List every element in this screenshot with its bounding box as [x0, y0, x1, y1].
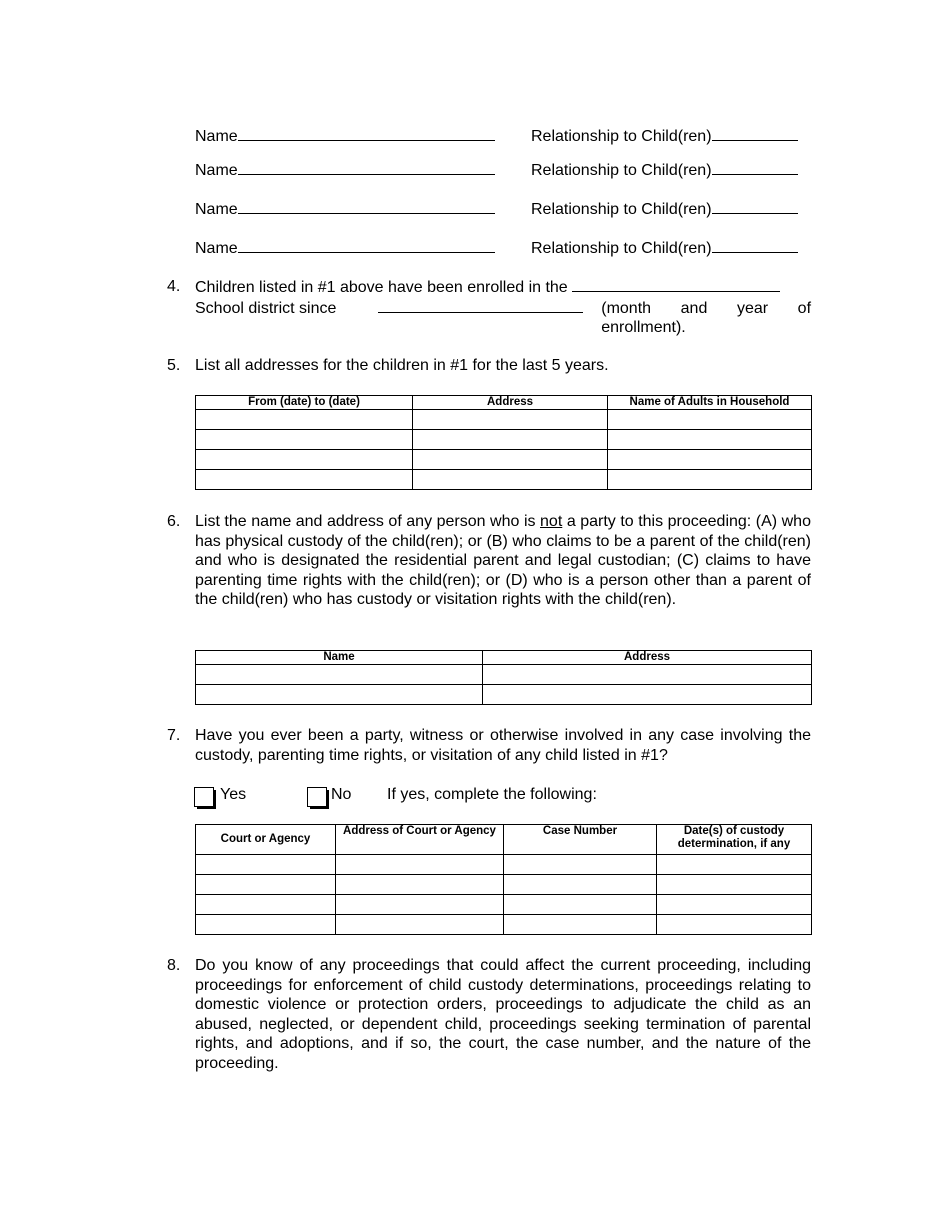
table-cell[interactable]: [336, 915, 504, 935]
table-cell[interactable]: [504, 895, 657, 915]
relationship-field[interactable]: [712, 160, 798, 175]
table-cell[interactable]: [196, 915, 336, 935]
relationship-field[interactable]: [712, 238, 798, 253]
question-number: 7.: [167, 727, 181, 744]
no-label: No: [331, 786, 352, 803]
yes-no-row: [192, 785, 812, 809]
question-text: List all addresses for the children in #1 for the last 5 years.: [195, 357, 609, 374]
no-checkbox[interactable]: [307, 787, 327, 807]
table-cell[interactable]: [504, 855, 657, 875]
table-cell[interactable]: [657, 915, 812, 935]
table-row: [196, 685, 812, 705]
question-text: Do you know of any proceedings that could affect the current proceeding, including proceedings for enforcement of child custody determinations, proceedings relating to domestic violence or protection orders, proceedings to adjudicate the child as an abused, neglected, or dependent child, proceedings seeking termination of parental rights, and adoptions, and if so, the court, the case number, and the nature of the proceeding.: [195, 957, 811, 1072]
table-cell[interactable]: [483, 685, 812, 705]
column-header: Date(s) of custody determination, if any: [657, 825, 812, 855]
name-field[interactable]: [238, 160, 495, 175]
table-cell[interactable]: [413, 430, 608, 450]
table-cell[interactable]: [657, 855, 812, 875]
table-cell[interactable]: [196, 875, 336, 895]
relationship-label: Relationship to Child(ren): [531, 128, 712, 145]
column-header: Name of Adults in Household: [608, 396, 812, 410]
table-cell[interactable]: [196, 855, 336, 875]
column-header: Court or Agency: [196, 825, 336, 855]
table-row: [196, 470, 812, 490]
relationship-label: Relationship to Child(ren): [531, 162, 712, 179]
table-cell[interactable]: [413, 410, 608, 430]
table-row: [196, 665, 812, 685]
name-field[interactable]: [238, 238, 495, 253]
question-text: Have you ever been a party, witness or otherwise involved in any case involving the custody, parenting time rights, or visitation of any child listed in #1?: [195, 727, 811, 764]
question-5: [167, 356, 811, 376]
column-header: Address of Court or Agency: [336, 825, 504, 855]
table-cell[interactable]: [336, 855, 504, 875]
question-8: [167, 956, 811, 1076]
table-row: [196, 430, 812, 450]
table-cell[interactable]: [413, 470, 608, 490]
question-6: [167, 512, 811, 632]
table-cell[interactable]: [196, 450, 413, 470]
column-header: From (date) to (date): [196, 396, 413, 410]
table-cell[interactable]: [196, 685, 483, 705]
name-label: Name: [195, 128, 238, 145]
relationship-field[interactable]: [712, 126, 798, 141]
question-text: List the name and address of any person who is: [195, 513, 536, 530]
name-field[interactable]: [238, 126, 495, 141]
column-header: Name: [196, 651, 483, 665]
name-label: Name: [195, 201, 238, 218]
column-header: Address: [483, 651, 812, 665]
followup-instruction: If yes, complete the following:: [387, 786, 597, 803]
table-cell[interactable]: [504, 875, 657, 895]
name-row: [195, 126, 811, 146]
enrollment-date-field[interactable]: [378, 298, 583, 313]
relationship-label: Relationship to Child(ren): [531, 201, 712, 218]
question-number: 4.: [167, 278, 181, 295]
table-cell[interactable]: [336, 895, 504, 915]
table-cell[interactable]: [657, 875, 812, 895]
table-cell[interactable]: [196, 410, 413, 430]
column-header: Address: [413, 396, 608, 410]
table-cell[interactable]: [196, 470, 413, 490]
relationship-field[interactable]: [712, 199, 798, 214]
table-cell[interactable]: [657, 895, 812, 915]
table-cell[interactable]: [413, 450, 608, 470]
persons-table: [195, 650, 812, 705]
name-field[interactable]: [238, 199, 495, 214]
question-4: [167, 277, 811, 337]
question-text: School district since: [195, 299, 337, 317]
cases-table: [195, 824, 812, 935]
table-cell[interactable]: [336, 875, 504, 895]
question-7: [167, 726, 811, 766]
table-header-row: [196, 651, 812, 665]
table-cell[interactable]: [196, 665, 483, 685]
table-cell[interactable]: [608, 430, 812, 450]
emphasis-not: not: [540, 513, 563, 530]
table-cell[interactable]: [483, 665, 812, 685]
table-header-row: [196, 396, 812, 410]
name-label: Name: [195, 162, 238, 179]
question-text: a party to this proceeding: (A) who has physical custody of the child(ren); or (B) who claims to be a parent of the child(ren) and who is designated the residential parent and legal custodian; (C) claims to have parenting time rights with the child(ren); or (D) who is a person other than a parent of the child(ren) who has custody or visitation rights with the child(ren).: [195, 513, 811, 609]
column-header: Case Number: [504, 825, 657, 855]
yes-checkbox[interactable]: [194, 787, 214, 807]
name-label: Name: [195, 240, 238, 257]
table-row: [196, 450, 812, 470]
name-row: [195, 160, 811, 180]
table-row: [196, 855, 812, 875]
question-number: 5.: [167, 357, 181, 374]
table-header-row: [196, 825, 812, 855]
table-row: [196, 915, 812, 935]
question-text: (month and year of enrollment).: [601, 299, 812, 337]
table-cell[interactable]: [608, 450, 812, 470]
name-row: [195, 199, 811, 219]
question-number: 8.: [167, 957, 181, 974]
relationship-label: Relationship to Child(ren): [531, 240, 712, 257]
table-row: [196, 895, 812, 915]
table-row: [196, 410, 812, 430]
table-cell[interactable]: [608, 410, 812, 430]
name-row: [195, 238, 811, 258]
table-row: [196, 875, 812, 895]
table-cell[interactable]: [196, 895, 336, 915]
question-text: Children listed in #1 above have been enrolled in the: [195, 279, 568, 296]
question-number: 6.: [167, 513, 181, 530]
yes-label: Yes: [220, 786, 247, 803]
table-cell[interactable]: [608, 470, 812, 490]
table-cell[interactable]: [504, 915, 657, 935]
school-district-field[interactable]: [572, 277, 780, 292]
table-cell[interactable]: [196, 430, 413, 450]
addresses-table: [195, 395, 812, 490]
